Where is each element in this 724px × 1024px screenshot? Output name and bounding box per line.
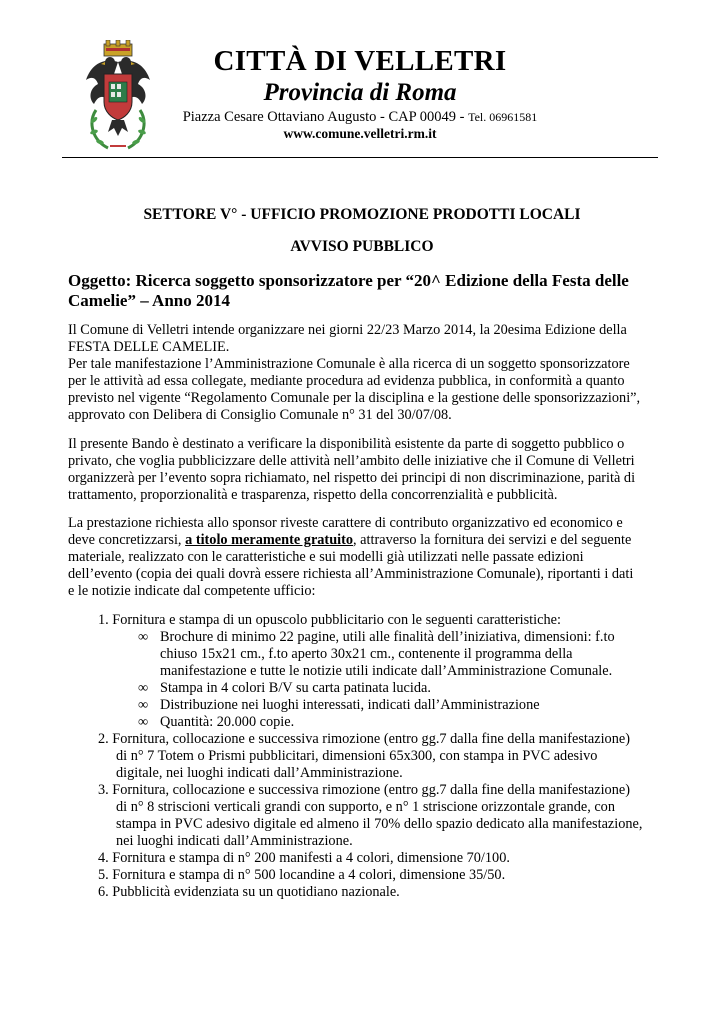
text-line: 2. Fornitura, collocazione e successiva rimozione (entro gg.7 dalla fine della manifestazione)	[98, 731, 630, 747]
list-item-5: 5. Fornitura e stampa di n° 500 locandine a 4 colori, dimensione 35/50.	[98, 867, 506, 883]
text-line: organizzerà per l’evento sopra richiamato, nel rispetto dei principi di non discriminazione, parità di	[68, 470, 636, 486]
header-divider	[62, 157, 658, 158]
list-item-4: 4. Fornitura e stampa di n° 200 manifesti a 4 colori, dimensione 70/100.	[98, 850, 510, 866]
text-segment: , attraverso la fornitura dei servizi e del seguente	[353, 532, 632, 548]
address-text: Piazza Cesare Ottaviano Augusto - CAP 00049 -	[182, 109, 469, 125]
infinity-bullet-icon: ∞	[138, 680, 149, 696]
text-line: La prestazione richiesta allo sponsor riveste carattere di contributo organizzativo ed economico e	[68, 515, 623, 531]
text-segment: deve concretizzarsi,	[68, 532, 186, 548]
text-line: approvato con Delibera di Consiglio Comunale n° 31 del 30/07/08.	[68, 407, 452, 423]
bullet-item	[68, 714, 658, 731]
text-line: Brochure di minimo 22 pagine, utili alle finalità dell’iniziativa, dimensioni: f.to	[160, 629, 615, 645]
text-line: FESTA DELLE CAMELIE.	[68, 339, 230, 355]
list-item-3	[68, 782, 658, 850]
telephone-number: Tel. 06961581	[468, 110, 538, 124]
list-item-1: 1. Fornitura e stampa di un opuscolo pubblicitario con le seguenti caratteristiche:	[98, 612, 561, 628]
subject-heading	[68, 271, 648, 311]
subject-line-2: Camelie” – Anno 2014	[68, 291, 230, 310]
province-subtitle: Provincia di Roma	[263, 79, 457, 106]
text-line: e le notizie indicate dal competente ufficio:	[68, 583, 316, 599]
list-item-6: 6. Pubblicità evidenziata su un quotidiano nazionale.	[98, 884, 400, 900]
bullet-item	[68, 629, 658, 680]
department-heading: SETTORE V° - UFFICIO PROMOZIONE PRODOTTI LOCALI	[143, 206, 581, 223]
text-line: Distribuzione nei luoghi interessati, indicati dall’Amministrazione	[160, 697, 540, 713]
text-line: chiuso 15x21 cm., f.to aperto 30x21 cm., contenente il programma della	[160, 646, 573, 662]
text-line: trattamento, proporzionalità e trasparenza, rispetto della concorrenzialità e pubblicità.	[68, 487, 558, 503]
text-line: di n° 7 Totem o Prismi pubblicitari, dimensioni 65x300, con stampa in PVC adesivo	[116, 748, 598, 764]
subject-line-1: Oggetto: Ricerca soggetto sponsorizzatore per “20^ Edizione della Festa delle	[68, 271, 629, 290]
text-line: Stampa in 4 colori B/V su carta patinata lucida.	[160, 680, 431, 696]
text-line: nei luoghi indicati dall’Amministrazione.	[116, 833, 353, 849]
text-line: Il Comune di Velletri intende organizzare nei giorni 22/23 Marzo 2014, la 20esima Edizione della	[68, 322, 627, 338]
list-item-2	[68, 731, 658, 782]
text-line: di n° 8 striscioni verticali grandi con supporto, e n° 1 striscione orizzontale grande, con	[116, 799, 615, 815]
text-line: stampa in PVC adesivo digitale ed almeno il 70% dello spazio dedicato alla manifestazione,	[116, 816, 643, 832]
infinity-bullet-icon: ∞	[138, 697, 149, 713]
text-line: 3. Fornitura, collocazione e successiva rimozione (entro gg.7 dalla fine della manifestazione)	[98, 782, 630, 798]
text-line: manifestazione e tutte le notizie utili indicate dall’Amministrazione Comunale.	[160, 663, 613, 679]
paragraph-requirements	[68, 515, 656, 600]
text-line: Quantità: 20.000 copie.	[160, 714, 295, 730]
supply-list	[68, 612, 658, 901]
text-line: materiale, realizzato con le caratteristiche e sui modelli già utilizzati nelle passate edizioni	[68, 549, 584, 565]
notice-heading: AVVISO PUBBLICO	[290, 238, 434, 255]
bullet-item	[68, 697, 658, 714]
bullet-item	[68, 680, 658, 697]
infinity-bullet-icon: ∞	[138, 629, 149, 645]
text-line: digitale, nei luoghi indicati dall’Amministrazione.	[116, 765, 403, 781]
text-line	[68, 532, 656, 549]
city-name-title: CITTÀ DI VELLETRI	[213, 45, 507, 77]
city-coat-of-arms-icon	[82, 40, 154, 154]
text-line: per le attività ad essa collegate, mediante procedura ad evidenza pubblica, in conformità a quanto	[68, 373, 625, 389]
underlined-emphasis: a titolo meramente gratuito	[185, 532, 354, 548]
text-line: privato, che voglia pubblicizzare delle attività nell’ambito delle iniziative che il Comune di Velletri	[68, 453, 635, 469]
infinity-bullet-icon: ∞	[138, 714, 149, 730]
paragraph-intro	[68, 322, 656, 424]
website-link[interactable]: www.comune.velletri.rm.it	[283, 126, 437, 141]
paragraph-purpose	[68, 436, 656, 504]
address-line	[140, 108, 580, 126]
text-line: previsto nel vigente “Regolamento Comunale per la disciplina e la gestione delle sponsorizzazioni”,	[68, 390, 641, 406]
text-line: Per tale manifestazione l’Amministrazione Comunale è alla ricerca di un soggetto sponsorizzatore	[68, 356, 630, 372]
text-line: dell’evento (copia dei quali dovrà essere richiesta all’Amministrazione Comunale), riportanti i dati	[68, 566, 634, 582]
text-line: Il presente Bando è destinato a verificare la disponibilità esistente da parte di soggetto pubblico o	[68, 436, 625, 452]
